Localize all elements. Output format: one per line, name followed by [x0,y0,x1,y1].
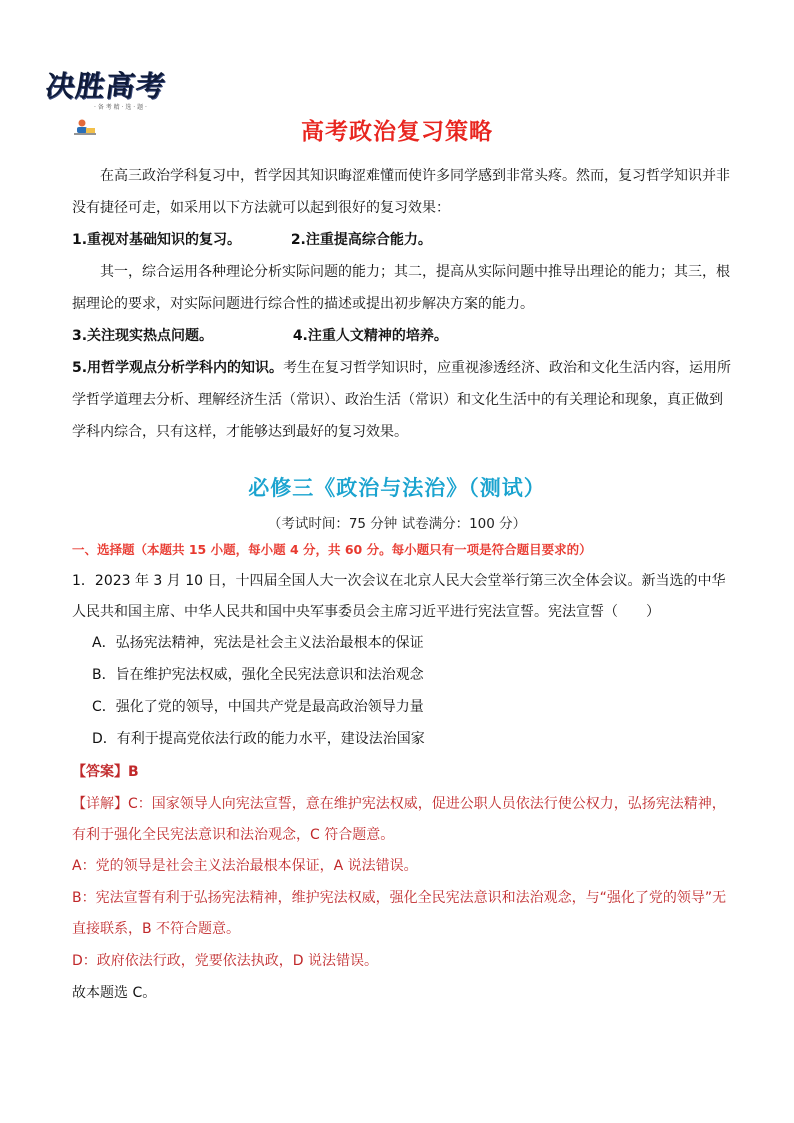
option-d: D．有利于提高党依法行政的能力水平，建设法治国家 [92,731,425,747]
logo-subtext: · 备 考 精 · 选 · 题 · [94,104,147,111]
detail-a: A：党的领导是社会主义法治最根本保证，A 说法错误。 [72,858,418,874]
ability-paragraph: 其一，综合运用各种理论分析实际问题的能力；其二，提高从实际问题中推导出理论的能力；其三，根据理论的要求，对实际问题进行综合性的描述或提出初步解决方案的能力。 [72,264,730,312]
exam-info: （考试时间：75 分钟 试卷满分：100 分） [267,516,527,532]
tip-5-head: 5.用哲学观点分析学科内的知识。 [72,360,284,376]
tip-row-1 [72,224,732,256]
tip-2: 2.注重提高综合能力。 [290,232,432,248]
tip-4: 4.注重人文精神的培养。 [292,328,448,344]
detail-b: B：宪法宣誓有利于弘扬宪法精神，维护宪法权威，强化全民宪法意识和法治观念，与“强化了党的领导”无直接联系，B 不符合题意。 [72,890,727,937]
question-stem: 1．2023 年 3 月 10 日，十四届全国人大一次会议在北京人民大会堂举行第三次全体会议。新当选的中华人民共和国主席、中华人民共和国中央军事委员会主席习近平进行宪法宣誓。宪法宣誓（ ） [72,573,726,620]
exam-title: 必修三《政治与法治》（测试） [248,476,546,500]
tip-5-paragraph [72,352,732,448]
option-a: A．弘扬宪法精神，宪法是社会主义法治最根本的保证 [92,635,424,651]
page-title: 高考政治复习策略 [301,119,493,145]
answer-label: 【答案】B [72,764,139,780]
detail-d: D：政府依法行政，党要依法执政，D 说法错误。 [72,953,379,969]
detail-c: 【详解】C：国家领导人向宪法宣誓，意在维护宪法权威，促进公职人员依法行使公权力，弘扬宪法精神，有利于强化全民宪法意识和法治观念，C 符合题意。 [72,796,726,843]
tip-row-2 [72,320,732,352]
section-heading: 一、选择题（本题共 15 小题，每小题 4 分，共 60 分。每小题只有一项是符合题目要求的） [72,542,592,557]
conclusion: 故本题选 C。 [72,985,157,1001]
intro-paragraph: 在高三政治学科复习中，哲学因其知识晦涩难懂而使许多同学感到非常头疼。然而，复习哲学知识并非没有捷径可走，如采用以下方法就可以起到很好的复习效果： [72,168,730,216]
logo-text: 决胜高考 [43,69,169,103]
tip-5-body: 考生在复习哲学知识时，应重视渗透经济、政治和文化生活内容，运用所学哲学道理去分析、理解经济生活（常识）、政治生活（常识）和文化生活中的有关理论和现象，真正做到学科内综合，只有这样，才能够达到最好的复习效果。 [72,360,732,440]
option-b: B．旨在维护宪法权威，强化全民宪法意识和法治观念 [92,667,424,683]
option-c: C．强化了党的领导，中国共产党是最高政治领导力量 [92,699,424,715]
tip-1: 1.重视对基础知识的复习。 [72,232,242,248]
tip-3: 3.关注现实热点问题。 [72,328,214,344]
